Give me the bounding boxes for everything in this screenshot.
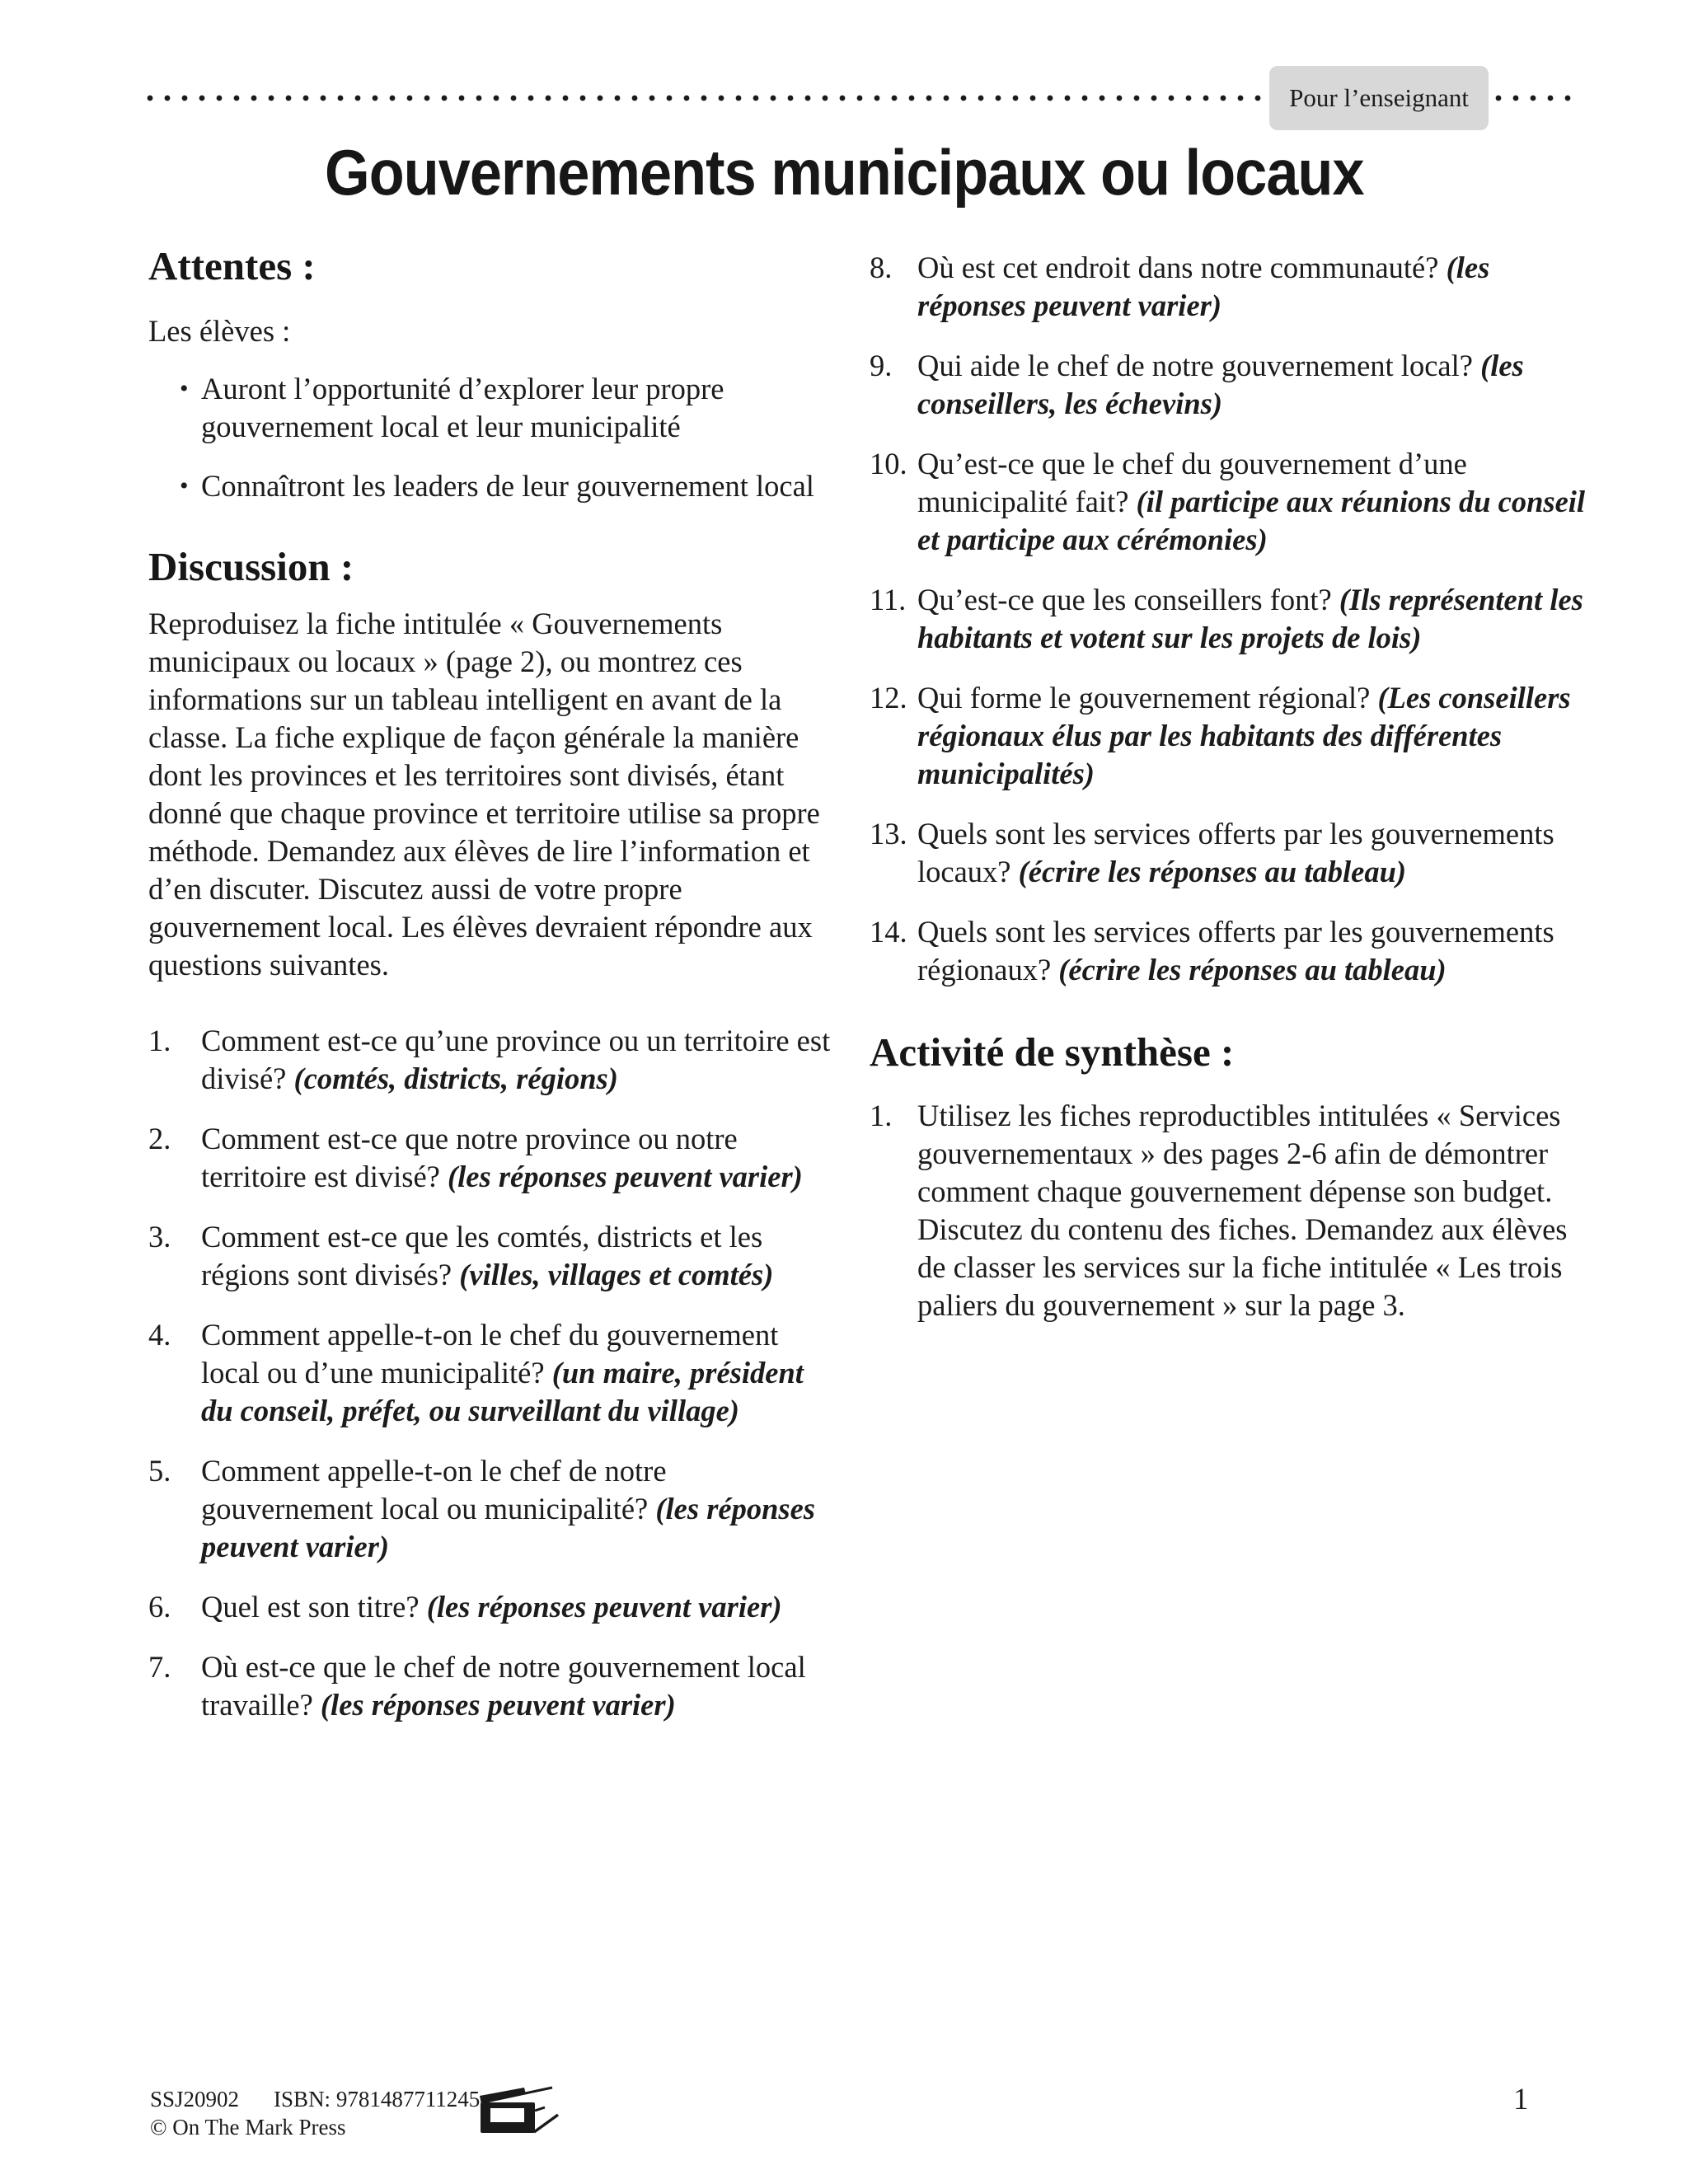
question-body: Qu’est-ce que les conseillers font? xyxy=(917,583,1339,616)
question-text xyxy=(201,1316,832,1430)
question-item xyxy=(148,1588,832,1626)
question-text xyxy=(917,581,1599,657)
attentes-intro: Les élèves : xyxy=(148,313,291,348)
question-number: 10. xyxy=(870,447,907,480)
synthese-list xyxy=(870,1097,1599,1324)
footer-line-1 xyxy=(150,2085,480,2113)
question-answer: (Ils représentent les habitants et votent sur les projets de lois) xyxy=(917,583,1583,654)
bullet-text: Connaîtront les leaders de leur gouvernement local xyxy=(201,468,814,503)
question-answer: (les réponses peuvent varier) xyxy=(201,1491,816,1563)
question-text xyxy=(201,1218,832,1294)
question-answer: (les réponses peuvent varier) xyxy=(448,1159,803,1193)
question-text xyxy=(201,1120,832,1196)
question-text xyxy=(917,445,1599,559)
bullet-item xyxy=(148,467,832,505)
question-body: Comment est-ce que les comtés, districts et les régions sont divisés? xyxy=(201,1219,763,1291)
question-number: 2. xyxy=(148,1121,171,1155)
question-answer: (Les conseillers régionaux élus par les habitants des différentes municipalités) xyxy=(917,681,1571,790)
question-body: Comment est-ce qu’une province ou un territoire est divisé? xyxy=(201,1023,831,1095)
footer-copyright: © On The Mark Press xyxy=(150,2115,346,2139)
question-body: Qu’est-ce que le chef du gouvernement d’une municipalité fait? xyxy=(917,447,1467,518)
dotted-line-right xyxy=(1495,95,1581,101)
question-number: 1. xyxy=(148,1023,171,1057)
question-body: Où est cet endroit dans notre communauté? xyxy=(917,251,1447,284)
question-item xyxy=(148,1218,832,1294)
question-answer: (les réponses peuvent varier) xyxy=(320,1687,676,1722)
questions-list-left xyxy=(148,1022,832,1724)
question-body: Comment appelle-t-on le chef du gouvernement local ou d’une municipalité? xyxy=(201,1317,779,1390)
page-title: Gouvernements municipaux ou locaux xyxy=(324,136,1364,209)
question-number: 13. xyxy=(870,817,907,851)
question-text xyxy=(917,347,1599,423)
question-item xyxy=(870,347,1599,423)
question-item xyxy=(148,1452,832,1566)
attentes-heading: Attentes : xyxy=(148,243,316,288)
question-answer: (il participe aux réunions du conseil et participe aux cérémonies) xyxy=(917,485,1586,556)
question-text xyxy=(201,1452,832,1566)
question-body: Quels sont les services offerts par les gouvernements régionaux? xyxy=(917,915,1554,987)
bullet-icon: • xyxy=(180,374,189,402)
question-body: Comment est-ce que notre province ou notre territoire est divisé? xyxy=(201,1121,738,1193)
question-item xyxy=(870,815,1599,891)
question-body: Qui forme le gouvernement régional? xyxy=(917,681,1378,715)
question-body: Quels sont les services offerts par les gouvernements locaux? xyxy=(917,817,1554,888)
question-number: 14. xyxy=(870,915,907,949)
question-number: 5. xyxy=(148,1453,171,1488)
question-text xyxy=(917,815,1599,891)
questions-list-right xyxy=(870,249,1599,989)
question-answer: (comtés, districts, régions) xyxy=(293,1061,618,1095)
synthese-heading: Activité de synthèse : xyxy=(870,1029,1235,1075)
question-text xyxy=(201,1588,832,1626)
teacher-tag-label: Pour l’enseignant xyxy=(1289,83,1469,112)
question-number: 3. xyxy=(148,1219,171,1254)
synthese-item-text: Utilisez les fiches reproductibles intitulées « Services gouvernementaux » des pages 2-6 afin de démontrer comment chaque gouvernement dépense son budget. Discutez du contenu des fiches. Demandez aux élèves de classer les services sur la fiche intitulée « Les trois paliers du gouvernement » sur la page 3. xyxy=(917,1098,1568,1322)
bullet-item xyxy=(148,370,832,446)
dotted-line-left xyxy=(147,95,1264,101)
question-item xyxy=(148,1120,832,1196)
question-number: 6. xyxy=(148,1589,171,1624)
footer-isbn: ISBN: 9781487711245 xyxy=(274,2087,481,2111)
footer-product-code: SSJ20902 xyxy=(150,2087,240,2111)
question-item xyxy=(870,445,1599,559)
question-answer: (les réponses peuvent varier) xyxy=(917,251,1490,322)
question-answer: (écrire les réponses au tableau) xyxy=(1058,953,1447,987)
question-item xyxy=(870,249,1599,325)
discussion-heading: Discussion : xyxy=(148,543,354,589)
question-text xyxy=(917,249,1599,325)
question-body: Qui aide le chef de notre gouvernement local? xyxy=(917,349,1481,382)
question-number: 9. xyxy=(870,349,893,382)
question-number: 7. xyxy=(148,1649,171,1684)
teacher-tag xyxy=(1269,66,1489,130)
question-item xyxy=(148,1316,832,1430)
question-answer: (villes, villages et comtés) xyxy=(459,1257,774,1291)
content-columns xyxy=(148,244,1599,1746)
question-number: 12. xyxy=(870,681,907,715)
question-text xyxy=(917,679,1599,793)
question-number: 8. xyxy=(870,251,893,284)
question-text xyxy=(201,1022,832,1098)
left-column xyxy=(148,244,832,1746)
question-item xyxy=(870,581,1599,657)
question-item xyxy=(148,1022,832,1098)
synthese-item xyxy=(870,1097,1599,1324)
question-answer: (les réponses peuvent varier) xyxy=(426,1589,782,1624)
question-body: Quel est son titre? xyxy=(201,1589,427,1624)
photocopier-icon xyxy=(476,2083,562,2140)
question-number: 11. xyxy=(870,583,907,616)
bullet-text: Auront l’opportunité d’explorer leur propre gouvernement local et leur municipalité xyxy=(201,371,724,443)
question-answer: (écrire les réponses au tableau) xyxy=(1018,855,1407,888)
attentes-bullets xyxy=(148,370,832,505)
question-body: Comment appelle-t-on le chef de notre gouvernement local ou municipalité? xyxy=(201,1453,667,1526)
question-item xyxy=(870,679,1599,793)
page-number: 1 xyxy=(1513,2083,1529,2116)
question-number: 4. xyxy=(148,1317,171,1352)
discussion-paragraph: Reproduisez la fiche intitulée « Gouvernements municipaux ou locaux » (page 2), ou montrez ces informations sur un tableau intelligent en avant de la classe. La fiche explique de façon générale la manière dont les provinces et les territoires sont divisés, étant donné que chaque province et territoire utilise sa propre méthode. Demandez aux élèves de lire l’information et d’en discuter. Discutez aussi de votre propre gouvernement local. Les élèves devraient répondre aux questions suivantes. xyxy=(148,606,820,982)
question-body: Où est-ce que le chef de notre gouvernement local travaille? xyxy=(201,1649,806,1722)
question-text xyxy=(201,1648,832,1724)
footer xyxy=(150,2085,480,2141)
synthese-item-number: 1. xyxy=(870,1098,893,1132)
question-answer: (les conseillers, les échevins) xyxy=(917,349,1524,420)
header-dotted-rule xyxy=(147,66,1581,130)
question-answer: (un maire, président du conseil, préfet, ou surveillant du village) xyxy=(201,1355,804,1427)
question-item xyxy=(870,913,1599,989)
bullet-icon: • xyxy=(180,471,189,499)
right-column xyxy=(870,244,1599,1746)
question-text xyxy=(917,913,1599,989)
question-item xyxy=(148,1648,832,1724)
